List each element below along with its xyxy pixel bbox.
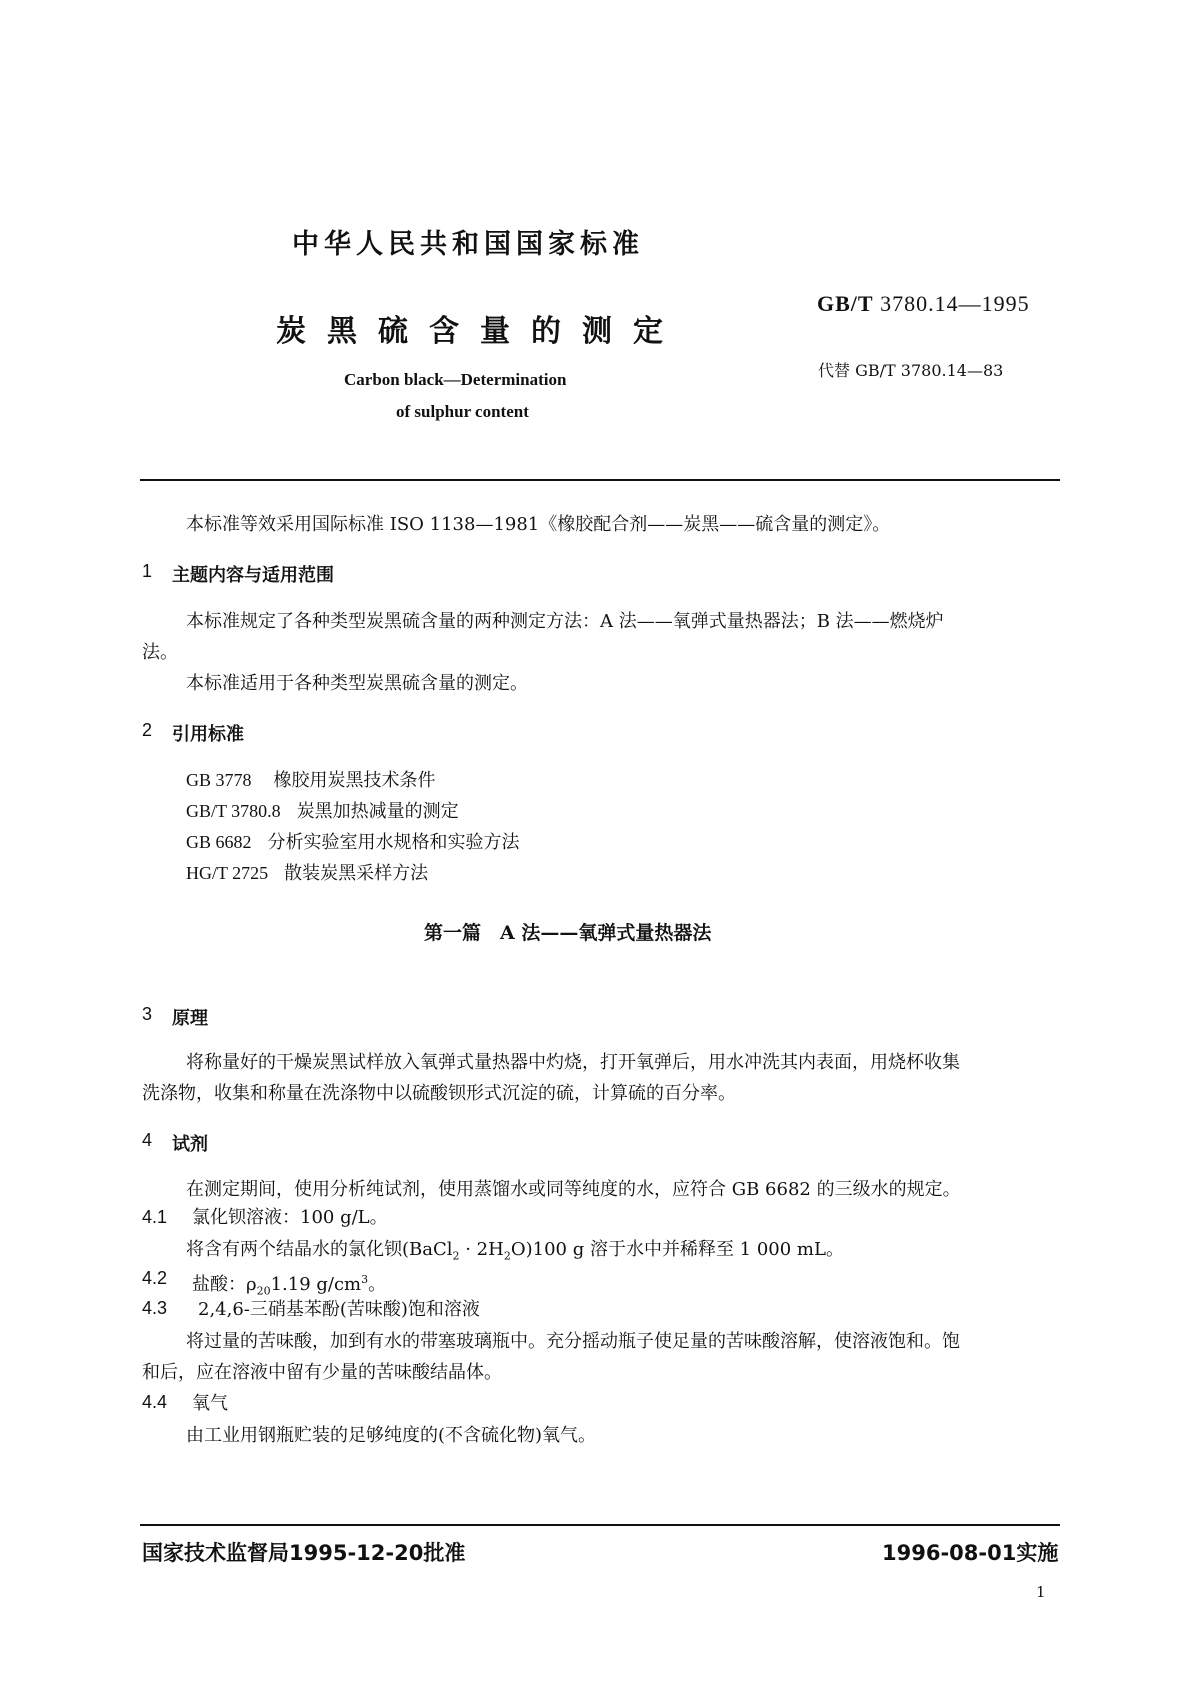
section-3-line2: 洗涤物，收集和称量在洗涤物中以硫酸钡形式沉淀的硫，计算硫的百分率。 [142,1083,736,1104]
reference-code: HG/T 2725 [186,863,269,883]
item-4-4-number: 4.4 [142,1392,168,1412]
item-4-3-number: 4.3 [142,1298,168,1318]
intro-paragraph: 本标准等效采用国际标准 ISO 1138—1981《橡胶配合剂——炭黑——硫含量的测定》。 [186,514,891,535]
item-4-4-description: 由工业用钢瓶贮装的足够纯度的(不含硫化物)氧气。 [186,1425,597,1446]
item-4-2-subscript: 20 [256,1284,271,1298]
item-4-2-number: 4.2 [142,1268,168,1288]
item-4-4-text: 氧气 [192,1393,228,1414]
section-1-para2: 本标准适用于各种类型炭黑硫含量的测定。 [186,673,528,694]
document-title-cn: 炭黑硫含量的测定 [276,314,684,349]
section-4-intro: 在测定期间，使用分析纯试剂，使用蒸馏水或同等纯度的水，应符合 GB 6682 的三级水的规定。 [186,1179,961,1200]
item-4-3-text: 2,4,6-三硝基苯酚(苦味酸)饱和溶液 [198,1299,480,1320]
section-2-number: 2 [142,720,153,740]
reference-item [186,764,436,797]
approval-date: 国家技术监督局1995-12-20批准 [142,1541,466,1565]
section-4-title: 试剂 [172,1134,208,1155]
reference-item [186,857,428,890]
national-standard-heading: 中华人民共和国国家标准 [292,229,644,260]
reference-title: 分析实验室用水规格和实验方法 [267,832,520,853]
section-3-number: 3 [142,1004,153,1024]
footer-divider [140,1524,1060,1526]
section-2-title: 引用标准 [172,724,244,745]
standard-code: GB/T [817,291,874,316]
standard-number-value: 3780.14—1995 [880,291,1030,316]
section-3-title: 原理 [172,1008,208,1029]
reference-title: 散装炭黑采样方法 [284,863,429,884]
reference-code: GB 6682 [186,832,252,852]
item-4-2-text-part-a: 盐酸：ρ [192,1274,257,1295]
reference-item [186,826,520,859]
section-1-title: 主题内容与适用范围 [172,565,334,586]
item-4-2-text-part-c: 。 [368,1274,387,1295]
section-1-para1-line1: 本标准规定了各种类型炭黑硫含量的两种测定方法：A 法——氧弹式量热器法；B 法——燃烧炉 [186,611,944,632]
document-title-en-line2: of sulphur content [396,402,529,421]
replaces-standard: 代替 GB/T 3780.14—83 [818,361,1004,380]
item-4-1-text: 氯化钡溶液：100 g/L。 [192,1207,388,1228]
item-4-3-desc-line2: 和后，应在溶液中留有少量的苦味酸结晶体。 [142,1362,502,1383]
reference-code: GB 3778 [186,770,252,790]
item-4-1-desc-subscript-2: 2 [503,1249,511,1263]
section-3-line1: 将称量好的干燥炭黑试样放入氧弹式量热器中灼烧，打开氧弹后，用水冲洗其内表面，用烧杯收集 [186,1052,960,1073]
effective-date: 1996-08-01实施 [882,1541,1059,1565]
section-1-number: 1 [142,561,153,581]
page-number: 1 [1036,1583,1046,1601]
item-4-1-desc-part-a: 将含有两个结晶水的氯化钡(BaCl [186,1239,453,1260]
item-4-2-text-part-b: 1.19 g/cm [270,1274,362,1295]
reference-title: 橡胶用炭黑技术条件 [273,770,436,791]
section-4-number: 4 [142,1130,153,1150]
standard-number [817,291,1030,317]
document-title-en-line1: Carbon black—Determination [344,370,567,389]
item-4-3-desc-line1: 将过量的苦味酸，加到有水的带塞玻璃瓶中。充分摇动瓶子使足量的苦味酸溶解，使溶液饱和。饱 [186,1331,960,1352]
header-divider [140,479,1060,481]
reference-code: GB/T 3780.8 [186,801,281,821]
item-4-1-desc-part-b: · 2H [459,1239,504,1260]
part-heading: 第一篇 A 法——氧弹式量热器法 [424,922,712,944]
item-4-1-number: 4.1 [142,1207,168,1227]
section-1-para1-line2: 法。 [142,642,178,663]
reference-item [186,795,459,828]
item-4-1-desc-part-c: O)100 g 溶于水中并稀释至 1 000 mL。 [510,1239,844,1260]
reference-title: 炭黑加热减量的测定 [296,801,459,822]
item-4-1-desc-subscript-1: 2 [452,1249,460,1263]
item-4-2-superscript: 3 [361,1273,369,1286]
